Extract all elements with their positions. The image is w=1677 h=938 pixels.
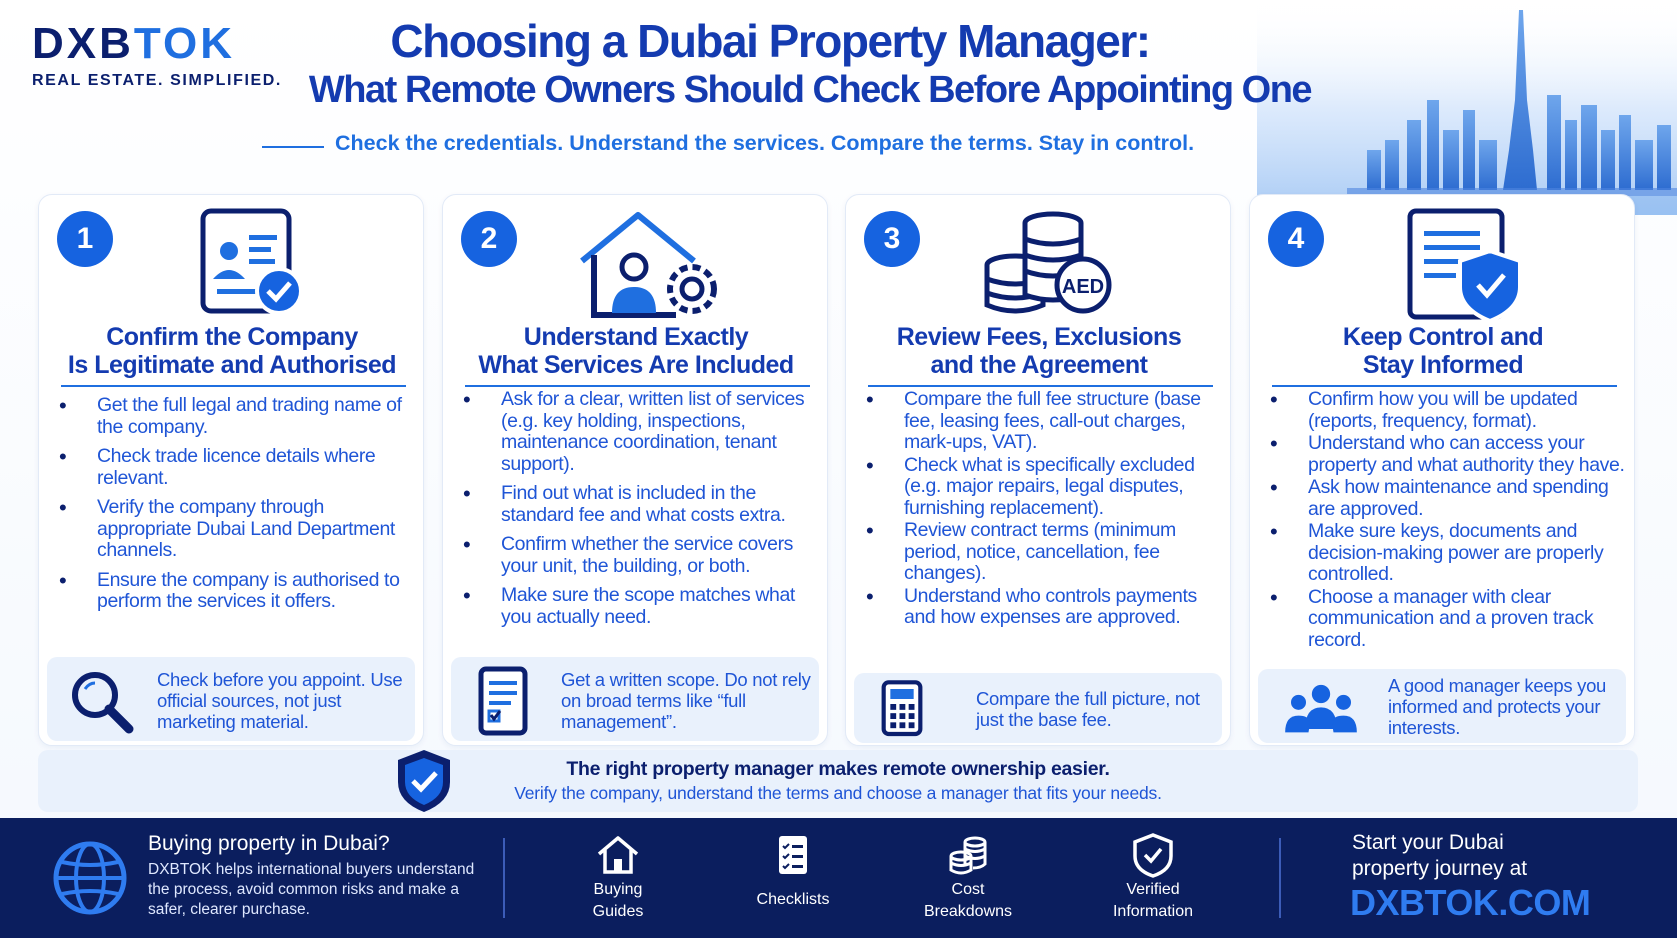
card-tip-box (47, 657, 415, 741)
calculator-icon (872, 679, 932, 739)
card-title: Review Fees, Exclusions and the Agreement (896, 323, 1182, 379)
card-divider (465, 385, 810, 387)
card-understand-services (442, 194, 828, 746)
summary-banner (38, 750, 1638, 812)
list-item: • Check what is specifically excluded (e.g. major repairs, legal disputes, furnishing replacement). (866, 455, 1222, 520)
page-subtitle: Check the credentials. Understand the services. Compare the terms. Stay in control. (335, 131, 1195, 155)
list-item: • Make sure keys, documents and decision-making power are properly controlled. (1270, 521, 1626, 586)
logo-text-tok: TOK (133, 19, 235, 68)
globe-icon (50, 838, 130, 918)
card-bullet-list (1270, 389, 1626, 652)
card-divider (61, 385, 406, 387)
list-item: • Ask how maintenance and spending are approved. (1270, 477, 1626, 520)
card-bullet-list (463, 389, 819, 636)
tip-text: Check before you appoint. Use official sources, not just marketing material. (157, 669, 403, 732)
list-item: • Understand who can access your property and what authority they have. (1270, 433, 1626, 476)
banner-headline: The right property manager makes remote ownership easier. (566, 758, 1110, 780)
house-person-gear-icon (568, 205, 728, 325)
footer-cta-text: Start your Dubai property journey at (1352, 831, 1528, 880)
card-title: Keep Control and Stay Informed (1342, 323, 1544, 379)
list-item: • Confirm how you will be updated (reports, frequency, format). (1270, 389, 1626, 432)
footer-website-link[interactable]: DXBTOK.COM (1350, 882, 1591, 923)
subtitle-divider (262, 146, 324, 148)
id-card-check-icon (169, 205, 309, 325)
list-item: • Ensure the company is authorised to perform the services it offers. (59, 570, 409, 613)
card-tip-box (1258, 669, 1626, 743)
brand-logo (32, 19, 282, 90)
step-number-badge: 1 (57, 211, 113, 267)
footer-link-buying-guides[interactable]: Buying Guides (553, 832, 683, 922)
magnifier-icon (65, 665, 137, 737)
card-keep-control (1249, 194, 1635, 746)
house-icon (595, 832, 641, 878)
list-item: • Get the full legal and trading name of the company. (59, 395, 409, 438)
footer-heading: Buying property in Dubai? (148, 832, 390, 855)
page-title: Choosing a Dubai Property Manager: (390, 15, 1150, 67)
list-item: • Choose a manager with clear communication and a proven track record. (1270, 587, 1626, 652)
card-confirm-company (38, 194, 424, 746)
list-item: • Confirm whether the service covers your unit, the building, or both. (463, 534, 819, 577)
coin-label: AED (1061, 276, 1105, 298)
card-divider (1272, 385, 1617, 387)
list-item: • Understand who controls payments and how expenses are approved. (866, 586, 1222, 629)
footer-link-checklists[interactable]: Checklists (728, 832, 858, 912)
list-item: • Compare the full fee structure (base fee, leasing fees, call-out charges, mark-ups, VAT). (866, 389, 1222, 454)
tip-text: A good manager keeps you informed and protects your interests. (1388, 675, 1607, 738)
card-tip-box (854, 673, 1222, 743)
checklist-document-icon (469, 665, 541, 737)
footer-divider (1279, 838, 1281, 918)
card-title: Understand Exactly What Services Are Included (478, 323, 794, 379)
verified-shield-icon (1130, 832, 1176, 878)
step-number-badge: 4 (1268, 211, 1324, 267)
footer-link-cost-breakdowns[interactable]: Cost Breakdowns (903, 832, 1033, 922)
card-review-fees (845, 194, 1231, 746)
list-item: • Review contract terms (minimum period, notice, cancellation, fee changes). (866, 520, 1222, 585)
footer-description: DXBTOK helps international buyers understand the process, avoid common risks and make a safer, clearer purchase. (148, 861, 475, 918)
footer-divider (503, 838, 505, 918)
card-divider (868, 385, 1213, 387)
card-bullet-list (866, 389, 1222, 630)
card-title: Confirm the Company Is Legitimate and Authorised (67, 323, 397, 379)
page-title-line2: What Remote Owners Should Check Before Appointing One (308, 69, 1312, 111)
card-bullet-list (59, 395, 409, 621)
footer-bar (0, 818, 1677, 938)
checklist-icon (770, 832, 816, 878)
logo-text-dxb: DXB (32, 19, 134, 68)
tip-text: Compare the full picture, not just the base fee. (976, 688, 1200, 730)
list-item: • Verify the company through appropriate Dubai Land Department channels. (59, 497, 409, 562)
group-people-icon (1278, 679, 1364, 739)
document-shield-icon (1380, 205, 1520, 325)
brand-tagline: REAL ESTATE. SIMPLIFIED. (32, 72, 282, 89)
list-item: • Check trade licence details where relevant. (59, 446, 409, 489)
list-item: • Ask for a clear, written list of services (e.g. key holding, inspections, maintenance coordination, tenant support). (463, 389, 819, 475)
tip-text: Get a written scope. Do not rely on broad terms like “full management”. (561, 669, 811, 732)
footer-link-verified-information[interactable]: Verified Information (1088, 832, 1218, 922)
list-item: • Find out what is included in the standard fee and what costs extra. (463, 483, 819, 526)
coins-icon (945, 832, 991, 878)
banner-subline: Verify the company, understand the terms and choose a manager that fits your needs. (514, 783, 1162, 803)
step-number-badge: 3 (864, 211, 920, 267)
card-tip-box (451, 657, 819, 741)
dubai-skyline-image (1257, 0, 1677, 215)
step-number-badge: 2 (461, 211, 517, 267)
aed-coins-icon (971, 205, 1121, 325)
list-item: • Make sure the scope matches what you actually need. (463, 585, 819, 628)
